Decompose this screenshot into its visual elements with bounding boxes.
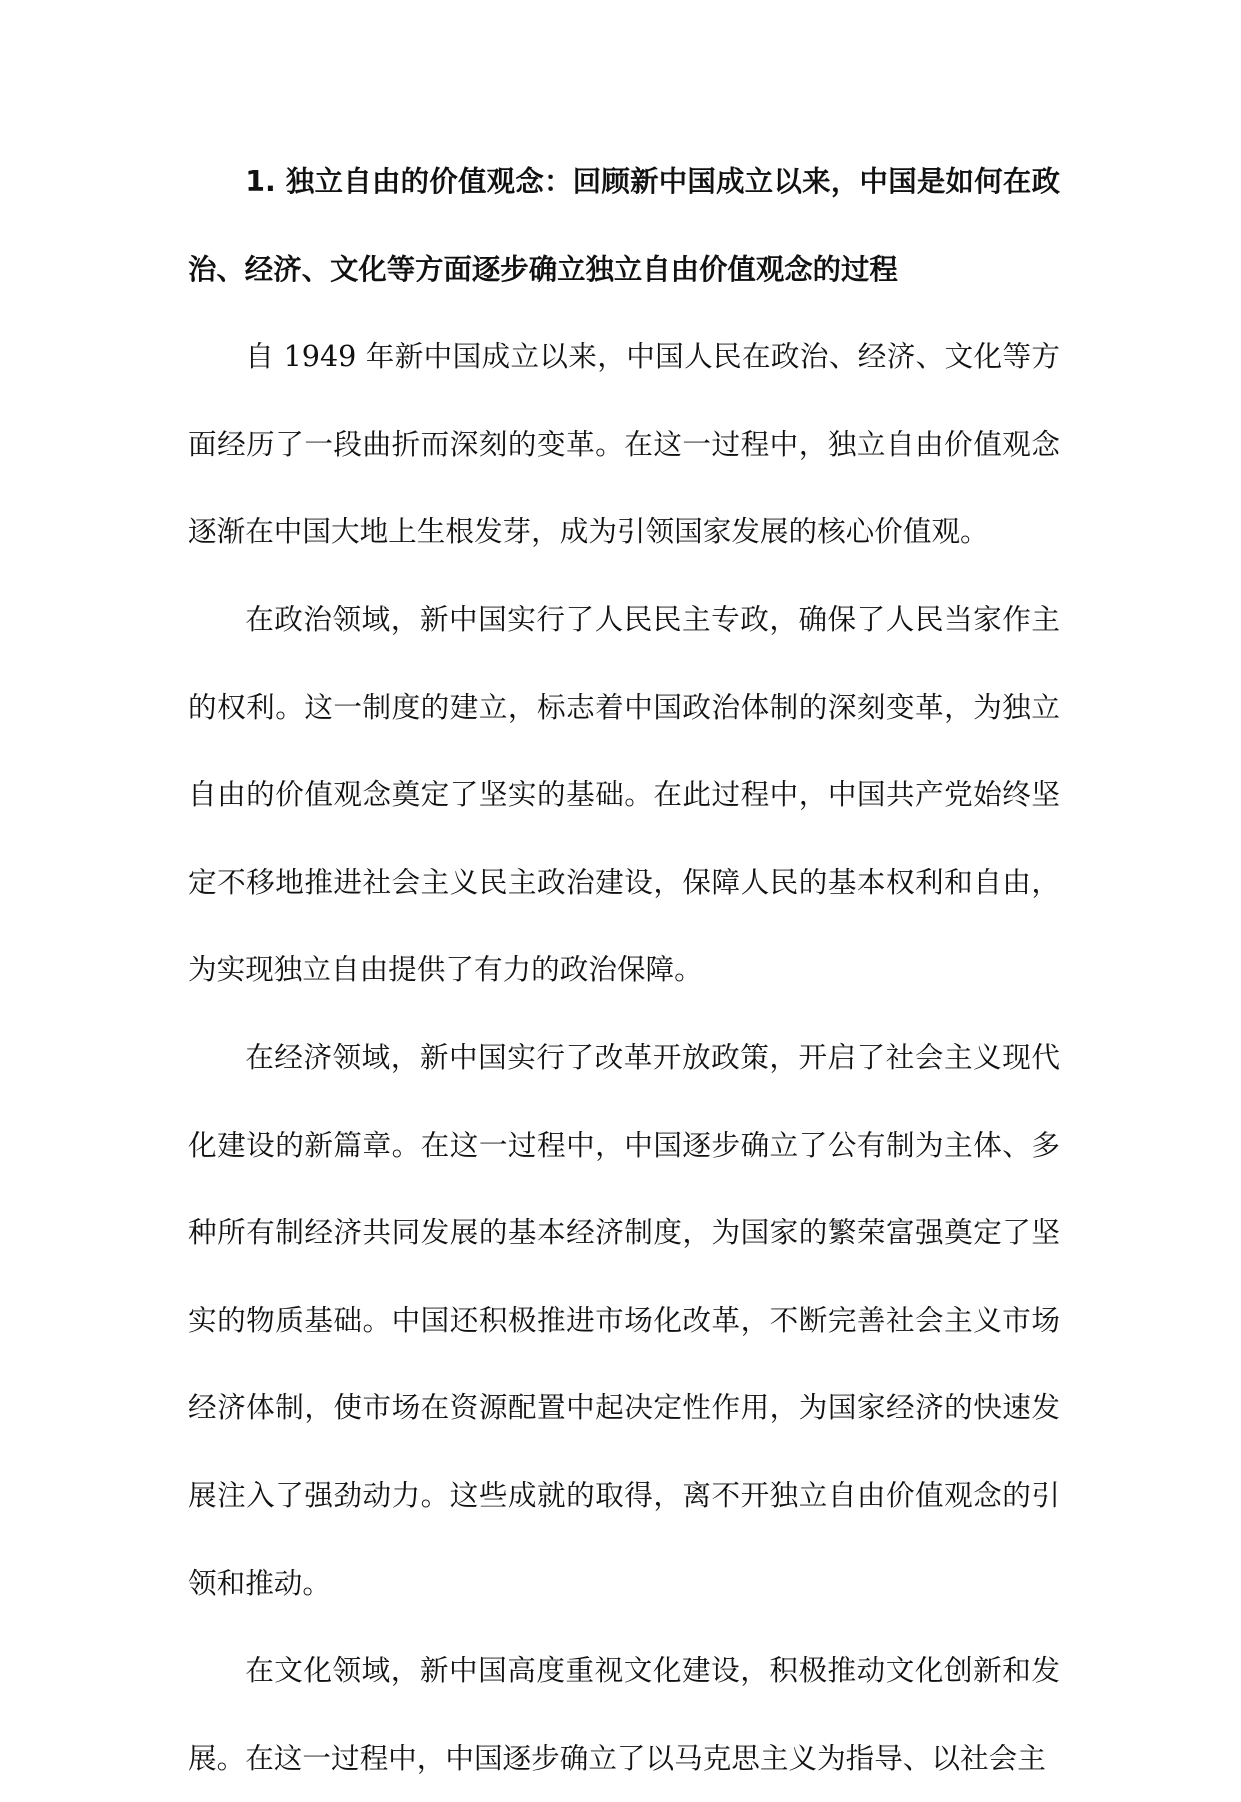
document-body	[188, 138, 1060, 1802]
paragraph-politics: 在政治领域，新中国实行了人民民主专政，确保了人民当家作主的权利。这一制度的建立，标志着中国政治体制的深刻变革，为独立自由的价值观念奠定了坚实的基础。在此过程中，中国共产党始终坚定不移地推进社会主义民主政治建设，保障人民的基本权利和自由，为实现独立自由提供了有力的政治保障。	[188, 601, 1060, 987]
section-heading: 1. 独立自由的价值观念：回顾新中国成立以来，中国是如何在政治、经济、文化等方面逐步确立独立自由价值观念的过程	[188, 165, 1060, 286]
paragraph-intro: 自 1949 年新中国成立以来，中国人民在政治、经济、文化等方面经历了一段曲折而深刻的变革。在这一过程中，独立自由价值观念逐渐在中国大地上生根发芽，成为引领国家发展的核心价值观。	[188, 339, 1060, 549]
paragraph-culture: 在文化领域，新中国高度重视文化建设，积极推动文化创新和发展。在这一过程中，中国逐步确立了以马克思主义为指导、以社会主	[188, 1653, 1060, 1775]
paragraph-economy: 在经济领域，新中国实行了改革开放政策，开启了社会主义现代化建设的新篇章。在这一过程中，中国逐步确立了公有制为主体、多种所有制经济共同发展的基本经济制度，为国家的繁荣富强奠定了坚实的物质基础。中国还积极推进市场化改革，不断完善社会主义市场经济体制，使市场在资源配置中起决定性作用，为国家经济的快速发展注入了强劲动力。这些成就的取得，离不开独立自由价值观念的引领和推动。	[188, 1039, 1060, 1600]
